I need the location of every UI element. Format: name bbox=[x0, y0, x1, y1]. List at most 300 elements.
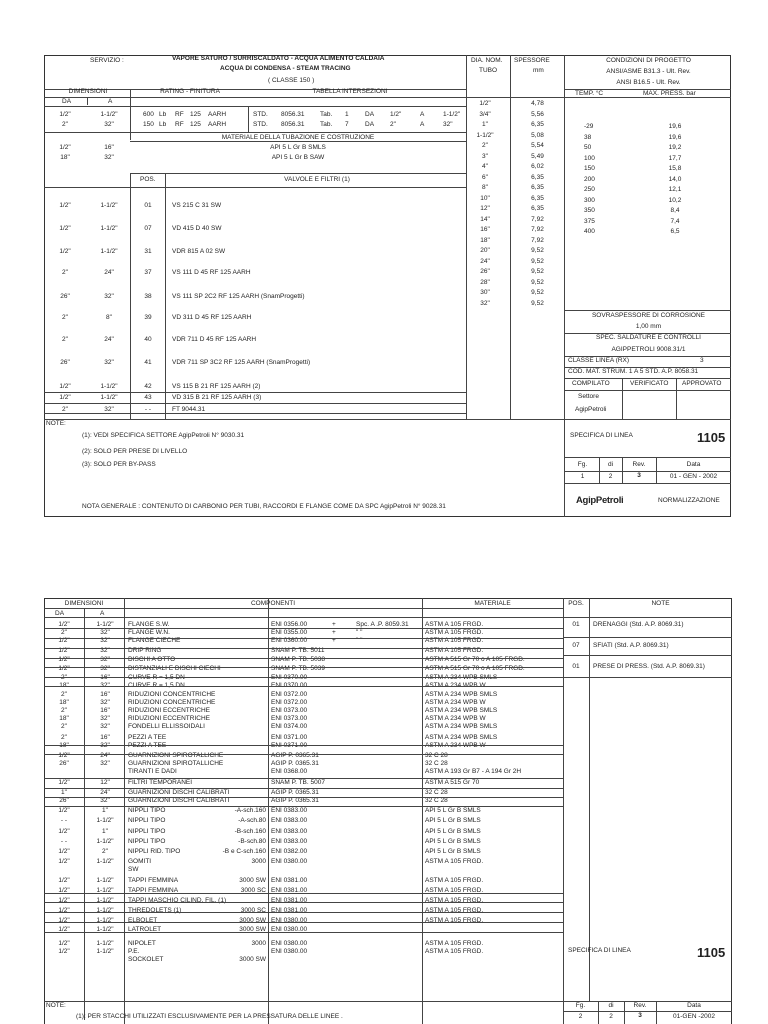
rule-spec-col bbox=[564, 419, 565, 517]
component-material: ASTM A 515 Gr 70 o A 105 FRGD. bbox=[425, 655, 525, 663]
component-name: GOMITI bbox=[128, 858, 152, 866]
component-name: RIDUZIONI ECCENTRICHE bbox=[128, 715, 210, 723]
tube-nominal-size: 2" bbox=[482, 142, 488, 149]
component-material: API 5 L Gr B SMLS bbox=[425, 837, 481, 845]
tube-nominal-size: 32" bbox=[480, 299, 490, 307]
component-name: RIDUZIONI ECCENTRICHE bbox=[128, 707, 210, 714]
component-name: TAPPI FEMMINA bbox=[128, 886, 179, 894]
component-row-a: 1-1/2" bbox=[96, 917, 114, 925]
component-material: ASTM A 105 FRGD. bbox=[425, 886, 484, 894]
settore-label: Settore bbox=[578, 393, 599, 400]
service-title-line2: ACQUA DI CONDENSA - STEAM TRACING bbox=[220, 65, 351, 72]
valve-description: VDR 815 A 02 SW bbox=[172, 248, 226, 255]
component-row-a: 32" bbox=[100, 760, 110, 768]
tube-nominal-size: 24" bbox=[480, 257, 490, 265]
valve-pos: 42 bbox=[144, 383, 152, 390]
design-max-pressure: 17,7 bbox=[668, 154, 682, 162]
note-line: (2): SOLO PER PRESE DI LIVELLO bbox=[82, 448, 188, 455]
design-max-pressure: 10,2 bbox=[668, 196, 682, 204]
rule-valv-top bbox=[130, 173, 466, 174]
component-material: API 5 L Gr B SMLS bbox=[425, 817, 481, 825]
component-rating: -A-sch.160 bbox=[234, 807, 266, 815]
component-std-extra: " " bbox=[356, 637, 363, 645]
corrosion-allowance-label: SOVRASPESSORE DI CORROSIONE bbox=[591, 312, 706, 319]
component-standard: ENI 0380.00 bbox=[271, 939, 308, 947]
component-rating: -B e C-sch.160 bbox=[222, 848, 266, 855]
component-standard: ENI 0372.00 bbox=[271, 690, 308, 698]
material-row-spec: API 5 L Gr B SAW bbox=[271, 154, 325, 161]
component-material: ASTM A 234 WPB SMLS bbox=[425, 723, 498, 731]
date-label: Data bbox=[686, 461, 701, 468]
design-max-pressure: 6,5 bbox=[670, 228, 680, 235]
rule-spess-col bbox=[510, 55, 511, 419]
rating-to: 32" bbox=[443, 121, 453, 128]
component-standard: ENI 0383.00 bbox=[271, 817, 308, 825]
valve-row-da: 1/2" bbox=[59, 225, 71, 232]
sheet-label: Fg. bbox=[577, 461, 588, 468]
rule-std-left bbox=[248, 106, 249, 132]
valve-row-da: 1/2" bbox=[59, 383, 71, 390]
tube-nominal-size: 16" bbox=[480, 226, 490, 233]
component-standard: ENI 0374.00 bbox=[271, 723, 308, 731]
valve-row-da: 1/2" bbox=[59, 394, 71, 401]
dia-nom-header: DIA. NOM. bbox=[471, 57, 503, 64]
component-row-a: 16" bbox=[100, 690, 110, 698]
valve-pos: 43 bbox=[144, 394, 152, 401]
tube-nominal-size: 1/2" bbox=[479, 100, 491, 107]
valve-pos: 01 bbox=[144, 202, 152, 209]
rule-b-hdr1 bbox=[44, 608, 563, 609]
note-text: SFIATI (Std. A.P. 8069.31) bbox=[593, 642, 669, 649]
valve-row-da: 2" bbox=[62, 336, 68, 343]
component-row-a: 32" bbox=[100, 741, 110, 749]
component-plus: + bbox=[332, 637, 336, 645]
component-rating: -B-sch.160 bbox=[234, 827, 266, 835]
rule-hdr-bottom bbox=[44, 106, 466, 107]
b-sheet-number: 2 bbox=[578, 1013, 583, 1020]
component-row-da: 18" bbox=[59, 682, 69, 690]
component-standard: ENI 0380.00 bbox=[271, 858, 308, 866]
rating-row-a: 1-1/2" bbox=[100, 111, 118, 118]
valve-row-da: 1/2" bbox=[59, 248, 71, 255]
rule-b-row bbox=[44, 677, 563, 678]
component-standard: ENI 0372.00 bbox=[271, 698, 308, 706]
tube-nominal-size: 4" bbox=[482, 163, 488, 170]
rule-fg-top bbox=[564, 457, 731, 458]
rule-b-row bbox=[44, 754, 563, 755]
rating-row-da: 2" bbox=[62, 121, 68, 128]
component-row-a: 1-1/2" bbox=[96, 621, 114, 628]
line-class-label: CLASSE LINEA (RX) bbox=[568, 357, 630, 364]
agippetroli-logo: AgipPetroli bbox=[576, 495, 624, 506]
component-std-extra: Spc. A .P. 8059.31 bbox=[356, 621, 409, 628]
tube-nominal-size: 26" bbox=[480, 268, 490, 275]
component-rating: 3000 SC bbox=[240, 886, 266, 894]
component-row-a: 1" bbox=[102, 827, 108, 835]
component-row-da: 1/2" bbox=[58, 637, 70, 645]
rule-dia-col bbox=[466, 55, 467, 419]
valve-pos: 38 bbox=[144, 293, 152, 300]
component-material: ASTM A 234 WPB W bbox=[425, 682, 486, 690]
b-of-label: di bbox=[608, 1002, 614, 1009]
component-std-extra: " " bbox=[356, 629, 363, 637]
rating-finish: AARH bbox=[208, 111, 227, 118]
sheet-number: 1 bbox=[580, 473, 585, 480]
component-row-da: 2" bbox=[61, 674, 67, 682]
tabella-header: TABELLA INTERSEZIONI bbox=[312, 88, 388, 95]
tube-wall-thickness: 4,78 bbox=[531, 100, 544, 107]
ansi-b165: ANSI B16.5 - Ult. Rev. bbox=[616, 79, 681, 86]
tube-wall-thickness: 9,52 bbox=[531, 268, 544, 275]
valve-row-a: 32" bbox=[104, 293, 114, 300]
design-temperature: 38 bbox=[584, 133, 592, 141]
rating-std: STD. bbox=[253, 121, 268, 128]
material-row-da: 1/2" bbox=[59, 144, 71, 151]
component-plus: + bbox=[332, 629, 336, 637]
component-standard: ENI 0355.00 bbox=[271, 629, 308, 637]
component-row-da: 26" bbox=[59, 760, 69, 768]
rule-b-note bbox=[589, 598, 590, 1002]
component-name: NIPPLI TIPO bbox=[128, 837, 166, 845]
rating-code: 8056.31 bbox=[281, 121, 305, 128]
component-standard: ENI 0371.00 bbox=[271, 741, 308, 749]
component-rating: 3000 SC bbox=[240, 907, 266, 915]
tubo-header: TUBO bbox=[479, 67, 498, 74]
component-name: FLANGE S.W. bbox=[128, 621, 170, 628]
component-material: ASTM A 105 FRGD. bbox=[425, 858, 484, 866]
tube-wall-thickness: 5,08 bbox=[531, 131, 544, 139]
valve-row-a: 1-1/2" bbox=[100, 248, 118, 255]
valve-description: VDR 711 SP 3C2 RF 125 AARH (SnamProgetti) bbox=[172, 359, 311, 366]
component-material: ASTM A 105 FRGD. bbox=[425, 939, 484, 947]
design-conditions-header: CONDIZIONI DI PROGETTO bbox=[606, 57, 691, 64]
rule-comp-1 bbox=[622, 378, 623, 419]
component-name: FILTRI TEMPORANEI bbox=[128, 778, 193, 786]
notes-label: NOTE: bbox=[46, 420, 66, 427]
component-material: ASTM A 234 WPB W bbox=[425, 741, 486, 749]
b-a-header: A bbox=[100, 610, 105, 617]
tube-nominal-size: 14" bbox=[480, 215, 490, 223]
valve-description: VS 111 SP 2C2 RF 125 AARH (SnamProgetti) bbox=[172, 293, 305, 300]
normalizzazione-label: NORMALIZZAZIONE bbox=[658, 497, 720, 504]
tube-nominal-size: 8" bbox=[482, 184, 488, 191]
component-standard: AGIP P. 0365.31 bbox=[271, 797, 319, 804]
component-standard: ENI 0383.00 bbox=[271, 827, 308, 835]
component-row-a: 16" bbox=[100, 707, 110, 714]
component-row-a: 1-1/2" bbox=[96, 925, 114, 933]
component-name: DISCHI A OTTO bbox=[128, 655, 176, 663]
component-rating: 3000 bbox=[251, 939, 266, 947]
component-material: ASTM A 105 FRGD. bbox=[425, 917, 484, 925]
rating-code: 8056.31 bbox=[281, 111, 305, 118]
component-row-da: 18" bbox=[59, 698, 69, 706]
component-row-da: 1/2" bbox=[58, 621, 70, 628]
component-material: ASTM A 515 Gr 70 o A 105 FRGD. bbox=[425, 665, 525, 672]
component-name: NIPPLI TIPO bbox=[128, 807, 166, 815]
rule-b-row bbox=[44, 922, 563, 923]
component-name: CURVE R = 1,5 DN bbox=[128, 674, 185, 682]
material-title: MATERIALE DELLA TUBAZIONE E COSTRUZIONE bbox=[221, 134, 375, 141]
rule-b-std bbox=[268, 598, 269, 1024]
rating-finish: AARH bbox=[208, 121, 227, 128]
b-materiale-header: MATERIALE bbox=[474, 600, 511, 607]
of-label: di bbox=[607, 461, 614, 468]
tube-wall-thickness: 5,49 bbox=[531, 152, 544, 160]
component-row-a: 2" bbox=[102, 848, 108, 855]
design-temperature: 200 bbox=[584, 175, 595, 183]
instrument-material-code: COD. MAT. STRUM. 1 A 5 STD. A.P. 8058.31 bbox=[568, 368, 699, 375]
servizio-label: SERVIZIO : bbox=[90, 57, 124, 64]
component-row-da: 1/2" bbox=[58, 655, 70, 663]
rating-row-da: 1/2" bbox=[59, 111, 71, 118]
da-header: DA bbox=[62, 98, 72, 105]
spessore-header: SPESSORE bbox=[514, 57, 550, 64]
b-revision-date: 01-GEN -2002 bbox=[673, 1013, 715, 1020]
component-row-a: 32" bbox=[100, 655, 110, 663]
rule-tubo-hdr bbox=[466, 97, 564, 98]
component-name: GUARNIZIONI DISCHI CALIBRATI bbox=[128, 797, 230, 804]
tube-wall-thickness: 9,52 bbox=[531, 257, 544, 265]
rule-mat-top bbox=[44, 132, 466, 133]
tube-wall-thickness: 9,52 bbox=[531, 289, 544, 296]
valve-description: VDR 711 D 45 RF 125 AARH bbox=[172, 336, 257, 343]
rev-label: Rev. bbox=[632, 461, 646, 468]
rating-std: STD. bbox=[253, 111, 268, 118]
component-standard: ENI 0383.00 bbox=[271, 807, 308, 815]
tube-nominal-size: 10" bbox=[480, 194, 490, 202]
design-temperature: 150 bbox=[584, 165, 595, 172]
tube-wall-thickness: 7,92 bbox=[531, 215, 544, 223]
component-standard: ENI 0371.00 bbox=[271, 733, 308, 741]
valve-row-da: 26" bbox=[60, 293, 70, 300]
component-material: ASTM A 234 WPB W bbox=[425, 698, 486, 706]
tube-wall-thickness: 6,35 bbox=[531, 194, 544, 202]
note-pos: 01 bbox=[572, 621, 580, 628]
tube-wall-thickness: 6,35 bbox=[531, 184, 544, 191]
component-material: ASTM A 234 WPB SMLS bbox=[425, 707, 498, 714]
component-standard: ENI 0381.00 bbox=[271, 886, 308, 894]
tube-wall-thickness: 6,35 bbox=[531, 121, 544, 128]
component-material: ASTM A 234 WPB SMLS bbox=[425, 733, 498, 741]
rating-from: 2" bbox=[390, 121, 396, 128]
component-row-a: 1-1/2" bbox=[96, 897, 114, 904]
component-row-da: 1/2" bbox=[58, 752, 70, 759]
tube-wall-thickness: 5,56 bbox=[531, 110, 544, 118]
component-name: TIRANTI E DADI bbox=[128, 768, 177, 776]
component-material: API 5 L Gr B SMLS bbox=[425, 827, 481, 835]
component-name: LATROLET bbox=[128, 925, 162, 933]
rule-b-mat bbox=[422, 598, 423, 1024]
component-row-a: 32" bbox=[100, 797, 110, 804]
component-standard: ENI 0356.00 bbox=[271, 621, 308, 628]
component-name: GUARNIZIONI DISCHI CALIBRATI bbox=[128, 788, 230, 796]
component-name: TAPPI MASCHIO CILIND. FIL. (1) bbox=[128, 897, 227, 904]
welding-spec-label: SPEC. SALDATURE E CONTROLLI bbox=[596, 334, 701, 341]
b-notes-label: NOTE: bbox=[46, 1002, 66, 1009]
design-temperature: -29 bbox=[584, 123, 594, 130]
valve-row-a: 32" bbox=[104, 406, 114, 413]
rule-b-row bbox=[44, 902, 563, 903]
valve-description: VD 415 D 40 SW bbox=[172, 225, 222, 232]
rating-tab-num: 7 bbox=[345, 121, 349, 128]
rating-class: 150 bbox=[143, 121, 154, 128]
tube-nominal-size: 6" bbox=[482, 173, 488, 181]
rule-comp-top bbox=[564, 378, 731, 379]
rule-b-row bbox=[44, 778, 563, 779]
tube-wall-thickness: 9,52 bbox=[531, 299, 544, 307]
component-row-da: 1/2" bbox=[58, 948, 70, 955]
pos-header: POS. bbox=[140, 176, 156, 183]
valve-pos: 41 bbox=[144, 359, 152, 366]
component-material: API 5 L Gr B SMLS bbox=[425, 807, 481, 815]
component-material: 32 C 28 bbox=[425, 760, 448, 768]
valve-row-da: 2" bbox=[62, 314, 68, 321]
component-row-a: 24" bbox=[100, 752, 110, 759]
valve-row-a: 1-1/2" bbox=[100, 383, 118, 390]
valve-description: VS 215 C 31 SW bbox=[172, 202, 222, 209]
welding-spec-value: AGIPPETROLI 9008.31/1 bbox=[611, 346, 686, 353]
component-rating: 3000 SW bbox=[239, 876, 266, 884]
note-line: (3): SOLO PER BY-PASS bbox=[82, 461, 156, 468]
rule-b-row bbox=[44, 628, 563, 629]
component-standard: SNAM P. TB. 5007 bbox=[271, 778, 325, 786]
rating-da2: DA bbox=[365, 121, 375, 128]
valve-pos: 37 bbox=[144, 269, 152, 276]
rating-from: 1/2" bbox=[390, 111, 402, 118]
rating-to: 1-1/2" bbox=[443, 111, 461, 118]
component-row-a: 32" bbox=[100, 723, 110, 731]
component-plus: + bbox=[332, 621, 336, 628]
component-material: ASTM A 105 FRGD. bbox=[425, 876, 484, 884]
component-rating: -A-sch.80 bbox=[238, 817, 266, 825]
rating-unit: Lb bbox=[159, 111, 167, 118]
temp-header: TEMP. °C bbox=[575, 90, 604, 97]
design-max-pressure: 19,6 bbox=[668, 133, 682, 141]
verificato-header: VERIFICATO bbox=[630, 380, 669, 387]
line-class-value: 3 bbox=[700, 357, 704, 364]
component-rating: 3000 bbox=[251, 858, 266, 866]
rule-cond-col bbox=[564, 55, 565, 419]
component-name: DISTANZIALI E DISCHI CIECHI bbox=[128, 665, 221, 672]
valve-description: VS 111 D 45 RF 125 AARH bbox=[172, 269, 251, 276]
component-row-a: 1-1/2" bbox=[96, 837, 114, 845]
tube-nominal-size: 20" bbox=[480, 247, 490, 254]
rule-b-row bbox=[44, 788, 563, 789]
component-row-a: 16" bbox=[100, 674, 110, 682]
general-note: NOTA GENERALE : CONTENUTO DI CARBONIO PER TUBI, RACCORDI E FLANGE COME DA SPC AgipPetroli N° 9028.31 bbox=[82, 503, 446, 510]
valve-description: VD 315 B 21 RF 125 AARH (3) bbox=[172, 394, 262, 401]
component-standard: ENI 0360.00 bbox=[271, 637, 308, 645]
component-row-da: 1/2" bbox=[58, 646, 70, 654]
component-row-a: 32" bbox=[100, 698, 110, 706]
rating-header: RATING - FINITURA bbox=[160, 88, 220, 95]
rule-b-pos-2 bbox=[563, 655, 732, 656]
rule-b-notes bbox=[44, 1001, 732, 1002]
component-row-a: 1-1/2" bbox=[96, 886, 114, 894]
rule-da-a bbox=[87, 97, 88, 105]
tube-wall-thickness: 6,35 bbox=[531, 205, 544, 212]
component-rating: 3000 SW bbox=[239, 917, 266, 925]
component-row-a: 12" bbox=[100, 778, 110, 786]
component-material: 32 C 28 bbox=[425, 752, 448, 759]
component-name: FLANGE CIECHE bbox=[128, 637, 181, 645]
mm-header: mm bbox=[533, 67, 544, 74]
component-row-da: 1/2" bbox=[58, 925, 70, 933]
tube-wall-thickness: 9,52 bbox=[531, 247, 544, 254]
tube-wall-thickness: 7,92 bbox=[531, 226, 544, 233]
revision-date: 01 - GEN - 2002 bbox=[669, 473, 718, 480]
component-material: ASTM A 105 FRGD. bbox=[425, 637, 484, 645]
component-name: PEZZI A TEE bbox=[128, 733, 167, 741]
design-max-pressure: 12,1 bbox=[668, 186, 682, 193]
note-line: (1): VEDI SPECIFICA SETTORE AgipPetroli N° 9030.31 bbox=[82, 432, 245, 439]
component-row-da: 1/2" bbox=[58, 917, 70, 925]
component-material: ASTM A 234 WPB W bbox=[425, 715, 486, 723]
tube-nominal-size: 30" bbox=[480, 289, 490, 296]
component-material: ASTM A 105 FRGD. bbox=[425, 646, 484, 654]
component-standard: ENI 0373.00 bbox=[271, 707, 308, 714]
design-temperature: 350 bbox=[584, 207, 595, 214]
rating-a2: A bbox=[420, 111, 425, 118]
component-material: ASTM A 515 Gr 70 bbox=[425, 778, 480, 786]
component-standard: ENI 0383.00 bbox=[271, 837, 308, 845]
rating-da2: DA bbox=[365, 111, 375, 118]
rule-b-row bbox=[44, 912, 563, 913]
component-row-a: 32" bbox=[100, 629, 110, 637]
rating-row-a: 32" bbox=[104, 121, 114, 128]
rule-comp-hdr bbox=[564, 390, 731, 391]
rule-b-row bbox=[44, 797, 563, 798]
rule-valv-hdr bbox=[44, 187, 466, 188]
component-rating: -B-sch.80 bbox=[238, 837, 266, 845]
component-name: ELBOLET bbox=[128, 917, 158, 925]
rule-b-row bbox=[44, 686, 563, 687]
tube-nominal-size: 3" bbox=[482, 152, 488, 160]
b-note-header: NOTE bbox=[651, 600, 670, 607]
valve-description: VD 311 D 45 RF 125 AARH bbox=[172, 314, 252, 321]
component-material: ASTM A 193 Gr B7 - A 194 Gr 2H bbox=[425, 768, 522, 776]
tube-wall-thickness: 6,02 bbox=[531, 163, 544, 170]
component-row-da: - - bbox=[60, 817, 68, 825]
rule-valv-3 bbox=[44, 413, 466, 414]
valve-row-a: 8" bbox=[106, 314, 112, 321]
component-row-a: 1-1/2" bbox=[96, 817, 114, 825]
rule-valv-2 bbox=[44, 403, 466, 404]
rule-b-hdr2 bbox=[44, 617, 732, 618]
design-max-pressure: 15,8 bbox=[668, 165, 682, 172]
valve-description: VS 115 B 21 RF 125 AARH (2) bbox=[172, 383, 261, 390]
component-standard: ENI 0380.00 bbox=[271, 925, 308, 933]
component-material: ASTM A 105 FRGD. bbox=[425, 948, 484, 955]
component-rating: 3000 SW bbox=[239, 925, 266, 933]
tube-wall-thickness: 6,35 bbox=[531, 173, 544, 181]
b-da-header: DA bbox=[55, 610, 65, 617]
rule-b-pos bbox=[563, 598, 564, 1024]
rule-mat-sub bbox=[130, 141, 466, 142]
component-rating: 3000 SW bbox=[239, 956, 266, 964]
component-material: API 5 L Gr B SMLS bbox=[425, 848, 481, 855]
component-standard: ENI 0381.00 bbox=[271, 907, 308, 915]
note-pos: 07 bbox=[572, 642, 580, 649]
agippetroli-signature: AgipPetroli bbox=[575, 406, 607, 413]
material-row-a: 32" bbox=[104, 154, 114, 161]
note-text: PRESE DI PRESS. (Std. A.P. 8069.31) bbox=[593, 663, 705, 670]
component-row-da: 1/2" bbox=[58, 848, 70, 855]
rule-sovra-top bbox=[564, 310, 731, 311]
valve-row-a: 24" bbox=[104, 269, 114, 276]
component-row-a: 16" bbox=[100, 733, 110, 741]
component-name: FLANGE W.N. bbox=[128, 629, 170, 637]
